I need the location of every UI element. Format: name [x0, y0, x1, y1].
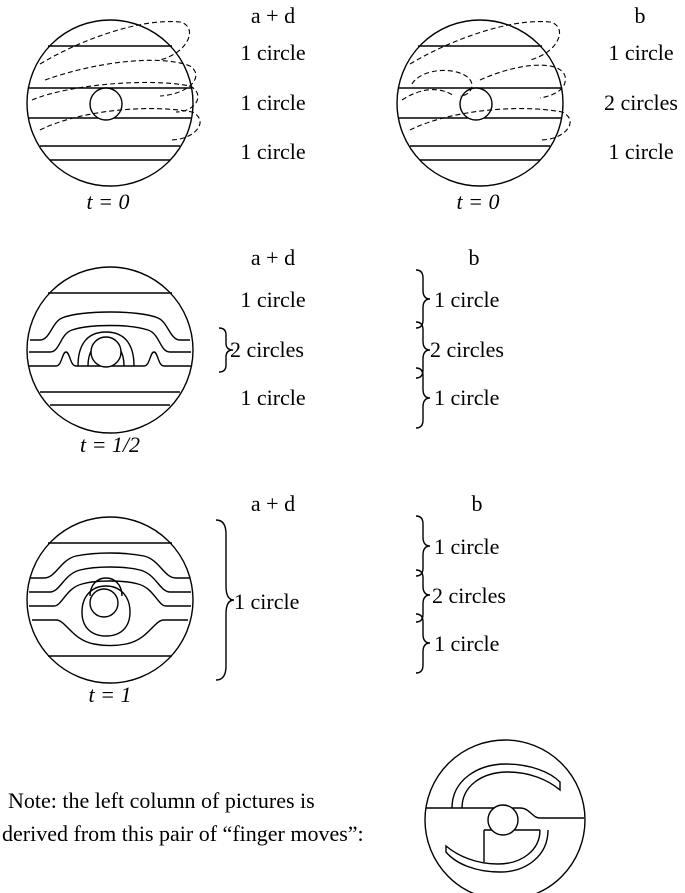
note-line-1: Note: the left column of pictures is — [8, 788, 315, 813]
brace-b-row2-bot — [416, 368, 430, 428]
finger-moves-disk — [425, 740, 585, 893]
disk-t0-b — [397, 20, 570, 186]
count-b-row1-mid: 2 circles — [604, 90, 678, 115]
count-b-row2-bot: 1 circle — [434, 385, 500, 410]
brace-b-row2-mid — [416, 322, 430, 378]
count-b-row3-top: 1 circle — [434, 534, 500, 559]
count-ad-row1-bot: 1 circle — [240, 139, 306, 164]
count-b-row2-top: 1 circle — [434, 287, 500, 312]
brace-b-row3-top — [416, 516, 430, 576]
count-ad-row2-bot: 1 circle — [240, 385, 306, 410]
count-ad-row1-mid: 1 circle — [240, 90, 306, 115]
count-ad-row2-top: 1 circle — [240, 287, 306, 312]
time-label-t-half: t = 1/2 — [79, 432, 141, 457]
count-ad-row1-top: 1 circle — [240, 40, 306, 65]
brace-ad-row3 — [216, 520, 234, 680]
time-label-t0-right: t = 0 — [456, 189, 500, 214]
count-b-row3-bot: 1 circle — [434, 631, 500, 656]
column-header-ad-row1: a + d — [250, 3, 296, 28]
note-line-2: derived from this pair of “finger moves”: — [2, 821, 364, 846]
count-ad-row2-mid: 2 circles — [230, 337, 304, 362]
count-b-row3-mid: 2 circles — [432, 583, 506, 608]
column-header-b-row3: b — [471, 491, 483, 516]
count-ad-row3: 1 circle — [234, 589, 300, 614]
count-b-row1-bot: 1 circle — [608, 139, 674, 164]
disk-t1 — [27, 517, 193, 683]
time-label-t0-left: t = 0 — [86, 189, 130, 214]
column-header-b-row2: b — [468, 245, 480, 270]
column-header-ad-row3: a + d — [250, 491, 296, 516]
disk-t0-ad — [27, 20, 200, 186]
count-b-row2-mid: 2 circles — [430, 337, 504, 362]
disk-t-half — [27, 267, 193, 433]
time-label-t1: t = 1 — [88, 682, 132, 707]
brace-b-row2-top — [416, 270, 430, 328]
column-header-ad-row2: a + d — [250, 245, 296, 270]
brace-b-row3-bot — [416, 614, 430, 673]
column-header-b-row1: b — [634, 3, 646, 28]
count-b-row1-top: 1 circle — [608, 40, 674, 65]
